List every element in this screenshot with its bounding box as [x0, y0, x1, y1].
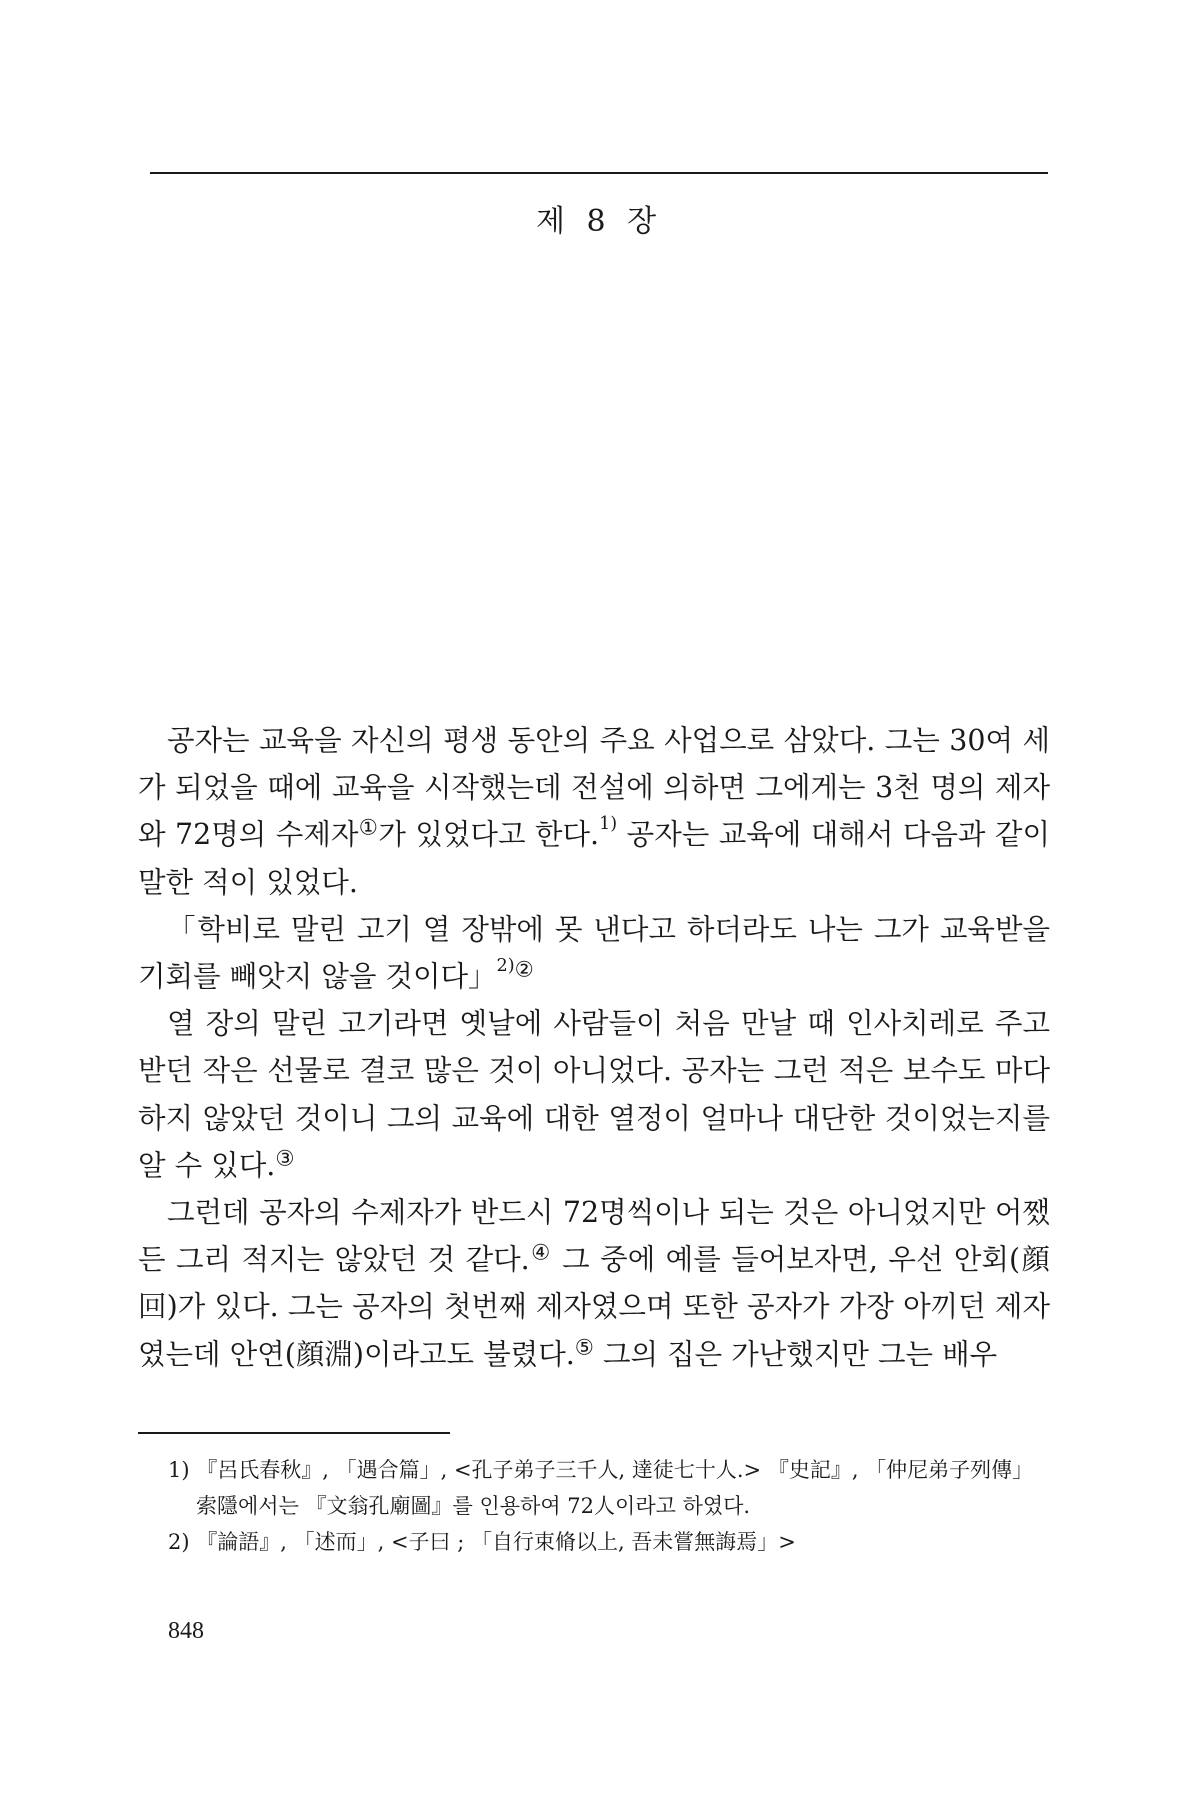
paragraph-1-text: 공자는 교육을 자신의 평생 동안의 주요 사업으로 삼았다. 그는 30여 세가 되었을 때에 교육을 시작했는데 전설에 의하면 그에게는 3천 명의 제자와 72명의 수제자: [138, 724, 1050, 852]
paragraph-3: [138, 1000, 1050, 1189]
paragraph-1-text-3: 공자는 교육에 대해서 다음과 같이 말한 적이 있었다.: [138, 818, 1050, 899]
annotation-ref-5[interactable]: ⑤: [574, 1335, 594, 1361]
paragraph-4: [138, 1189, 1050, 1378]
paragraph-4-text: 그런데 공자의 수제자가 반드시 72명씩이나 되는 것은 아니었지만 어쨌든 그리 적지는 않았던 것 같다.: [138, 1196, 1050, 1277]
footnote-rule: [138, 1432, 450, 1434]
footnote-ref-2[interactable]: 2): [496, 956, 515, 976]
paragraph-4-text-2: 그 중에 예를 들어보자면, 우선 안회(顔回)가 있다. 그는 공자의 첫번째 제자였으며 또한 공자가 가장 아끼던 제자였는데 안연(顔淵)이라고도 불렸다.: [138, 1243, 1050, 1371]
footnote-1-text: 『呂氏春秋』, 「遇合篇」, <孔子弟子三千人, 達徒七十人.> 『史記』, 「仲尼弟子列傳」 索隱에서는 『文翁孔廟圖』를 인용하여 72人이라고 하였다.: [189, 1458, 1034, 1518]
paragraph-2-text: 「학비로 말린 고기 열 장밖에 못 낸다고 하더라도 나는 그가 교육받을 기회를 빼앗지 않을 것이다」: [138, 912, 1050, 994]
footnote-ref-1[interactable]: 1): [599, 814, 618, 835]
paragraph-1-text-2: 가 있었다고 한다.: [378, 818, 600, 852]
footnote-2-text: 『論語』, 「述而」, <子曰 ; 「自行束脩以上, 吾未嘗無誨焉」>: [189, 1530, 796, 1554]
annotation-ref-2[interactable]: ②: [514, 957, 534, 983]
paragraph-1: [138, 717, 1050, 906]
annotation-ref-1[interactable]: ①: [358, 815, 379, 841]
body-text: [138, 717, 1050, 1378]
footnotes: [168, 1452, 1048, 1560]
footnote-2: [168, 1524, 1048, 1560]
footnote-1: [168, 1452, 1048, 1524]
footnote-1-label: 1): [168, 1458, 190, 1482]
chapter-title: 제 8 장: [535, 204, 663, 239]
annotation-ref-4[interactable]: ④: [529, 1240, 552, 1266]
annotation-ref-3[interactable]: ③: [275, 1146, 295, 1172]
paragraph-3-text: 열 장의 말린 고기라면 옛날에 사람들이 처음 만날 때 인사치레로 주고받던 작은 선물로 결코 많은 것이 아니었다. 공자는 그런 적은 보수도 마다하지 않았던 것이니 그의 교육에 대한 열정이 얼마나 대단한 것이었는지를 알 수 있다.: [138, 1007, 1050, 1182]
paragraph-2-quote: [138, 906, 1050, 1000]
header-rule: [150, 172, 1048, 174]
paragraph-4-text-3: 그의 집은 가난했지만 그는 배우: [593, 1337, 998, 1371]
footnote-2-label: 2): [168, 1530, 190, 1554]
page-number: 848: [168, 1618, 204, 1644]
